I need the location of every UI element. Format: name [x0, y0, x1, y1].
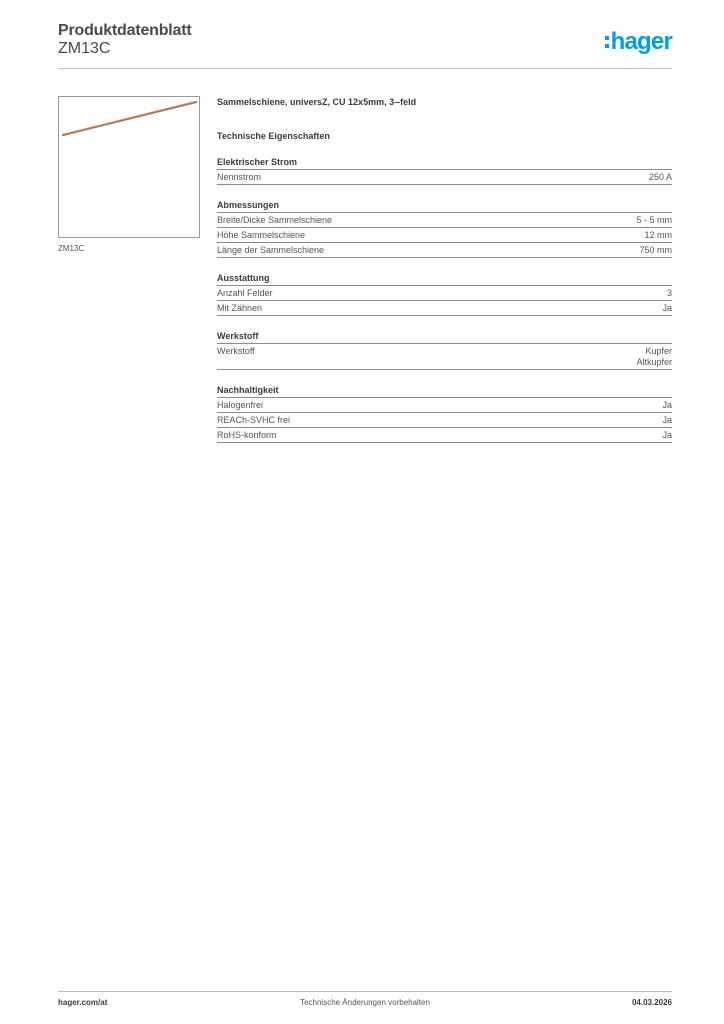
spec-row: [217, 286, 672, 301]
spec-label: Nennstrom: [217, 172, 262, 182]
product-image: [58, 96, 200, 238]
specs-heading: Technische Eigenschaften: [217, 131, 330, 141]
document-title: Produktdatenblatt: [58, 22, 192, 39]
spec-value: 3: [666, 288, 672, 298]
spec-value-group: [636, 346, 672, 368]
page-header: [58, 20, 672, 70]
spec-label: Länge der Sammelschiene: [217, 245, 325, 255]
spec-label: Anzahl Felder: [217, 288, 273, 298]
spec-row: [217, 398, 672, 413]
spec-row: [217, 170, 672, 185]
spec-label: Halogenfrei: [217, 400, 264, 410]
image-caption: ZM13C: [58, 244, 85, 253]
spec-value: Altkupfer: [636, 357, 672, 367]
spec-label: RoHS-konform: [217, 430, 277, 440]
product-title: Sammelschiene, universZ, CU 12x5mm, 3--feld: [217, 97, 417, 107]
logo-dots-icon: [605, 34, 609, 50]
section-title: Abmessungen: [217, 199, 672, 213]
spec-label: Werkstoff: [217, 346, 255, 356]
footer-disclaimer: Technische Änderungen vorbehalten: [300, 998, 430, 1007]
section-abmessungen: [217, 199, 672, 258]
busbar-image-icon: [59, 97, 201, 239]
hager-logo: [605, 28, 672, 56]
spec-value: Ja: [662, 303, 672, 313]
spec-label: Höhe Sammelschiene: [217, 230, 306, 240]
section-elektrischer-strom: [217, 156, 672, 185]
spec-row: [217, 344, 672, 370]
spec-label: Mit Zähnen: [217, 303, 263, 313]
spec-row: [217, 213, 672, 228]
article-number: ZM13C: [58, 40, 111, 57]
spec-row: [217, 428, 672, 443]
spec-row: [217, 243, 672, 258]
spec-row: [217, 413, 672, 428]
section-title: Werkstoff: [217, 330, 672, 344]
product-details: [217, 96, 672, 443]
spec-value: 750 mm: [639, 245, 672, 255]
logo-text: hager: [610, 28, 672, 55]
footer-date: 04.03.2026: [631, 998, 672, 1007]
spec-row: [217, 228, 672, 243]
spec-value: 5 - 5 mm: [636, 215, 672, 225]
spec-label: Breite/Dicke Sammelschiene: [217, 215, 333, 225]
footer-website-link[interactable]: hager.com/at: [58, 998, 108, 1007]
page-footer: [58, 998, 672, 1010]
spec-value: Ja: [662, 415, 672, 425]
header-divider: [58, 68, 672, 69]
spec-value: 250 A: [648, 172, 672, 182]
spec-label: REACh-SVHC frei: [217, 415, 291, 425]
section-title: Ausstattung: [217, 272, 672, 286]
spec-value: Ja: [662, 400, 672, 410]
footer-divider: [58, 991, 672, 992]
spec-row: [217, 301, 672, 316]
section-nachhaltigkeit: [217, 384, 672, 443]
section-ausstattung: [217, 272, 672, 316]
section-title: Elektrischer Strom: [217, 156, 672, 170]
section-werkstoff: [217, 330, 672, 370]
section-title: Nachhaltigkeit: [217, 384, 672, 398]
spec-value: Kupfer: [645, 346, 672, 356]
spec-value: 12 mm: [644, 230, 672, 240]
spec-value: Ja: [662, 430, 672, 440]
